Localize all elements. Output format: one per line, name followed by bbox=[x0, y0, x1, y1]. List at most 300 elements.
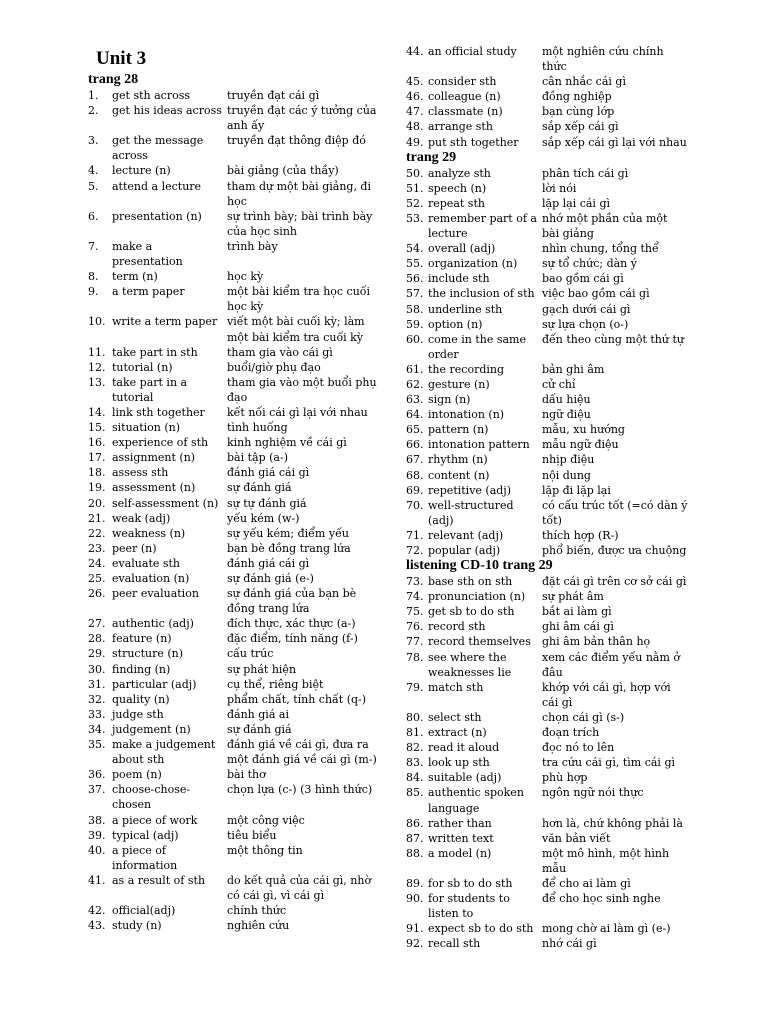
item-number: 36. bbox=[88, 768, 106, 782]
list-item bbox=[88, 813, 378, 828]
english-term: relevant (adj) bbox=[428, 528, 504, 542]
vietnamese-meaning: lời nói bbox=[542, 181, 577, 195]
vietnamese-meaning: sắp xếp cái gì lại với nhau bbox=[542, 135, 687, 149]
english-term: finding (n) bbox=[112, 662, 171, 676]
item-number: 78. bbox=[406, 650, 424, 664]
item-number: 38. bbox=[88, 813, 106, 827]
list-item bbox=[406, 740, 688, 755]
vietnamese-meaning: sự tự đánh giá bbox=[227, 496, 307, 510]
list-item bbox=[406, 755, 688, 770]
list-item bbox=[406, 634, 688, 649]
vietnamese-meaning: học kỳ bbox=[227, 270, 264, 284]
list-item bbox=[406, 89, 688, 104]
item-number: 45. bbox=[406, 75, 424, 89]
vietnamese-meaning: viết một bài cuối kỳ; làm một bài kiểm tra cuối kỳ bbox=[227, 315, 365, 344]
list-item bbox=[406, 377, 688, 392]
item-number: 73. bbox=[406, 575, 424, 589]
item-number: 82. bbox=[406, 741, 424, 755]
list-item bbox=[406, 816, 688, 831]
item-number: 86. bbox=[406, 816, 424, 830]
english-term: a piece of information bbox=[112, 843, 178, 872]
item-number: 48. bbox=[406, 120, 424, 134]
list-item bbox=[406, 135, 688, 150]
english-term: rather than bbox=[428, 816, 492, 830]
vocab-list-trang-28-cont bbox=[406, 44, 688, 150]
english-term: sign (n) bbox=[428, 393, 471, 407]
english-term: lecture (n) bbox=[112, 164, 171, 178]
vietnamese-meaning: ghi âm cái gì bbox=[542, 620, 614, 634]
item-number: 35. bbox=[88, 738, 106, 752]
english-term: overall (adj) bbox=[428, 242, 496, 256]
vietnamese-meaning: sự yếu kém; điểm yếu bbox=[227, 526, 349, 540]
list-item bbox=[88, 616, 378, 631]
list-item bbox=[406, 44, 688, 74]
english-term: for sb to do sth bbox=[428, 876, 513, 890]
item-number: 29. bbox=[88, 647, 106, 661]
english-term: look up sth bbox=[428, 756, 490, 770]
vietnamese-meaning: tình huống bbox=[227, 421, 288, 435]
vietnamese-meaning: một công việc bbox=[227, 813, 305, 827]
list-item bbox=[406, 74, 688, 89]
english-term: evaluate sth bbox=[112, 556, 181, 570]
english-term: organization (n) bbox=[428, 257, 518, 271]
list-item bbox=[406, 422, 688, 437]
right-column bbox=[406, 44, 688, 951]
list-item bbox=[88, 496, 378, 511]
vietnamese-meaning: sự đánh giá của bạn bè đồng trang lứa bbox=[227, 587, 357, 616]
vietnamese-meaning: ngôn ngữ nói thực bbox=[542, 786, 644, 800]
english-term: judge sth bbox=[112, 707, 164, 721]
vietnamese-meaning: tham gia vào một buổi phụ đạo bbox=[227, 375, 377, 404]
list-item bbox=[88, 722, 378, 737]
list-item bbox=[88, 314, 378, 344]
item-number: 49. bbox=[406, 135, 424, 149]
item-number: 90. bbox=[406, 892, 424, 906]
vietnamese-meaning: bản ghi âm bbox=[542, 362, 605, 376]
english-term: include sth bbox=[428, 272, 490, 286]
item-number: 26. bbox=[88, 587, 106, 601]
item-number: 55. bbox=[406, 257, 424, 271]
english-term: get sth across bbox=[112, 89, 191, 102]
vietnamese-meaning: đến theo cùng một thứ tự bbox=[542, 332, 684, 346]
item-number: 34. bbox=[88, 722, 106, 736]
english-term: option (n) bbox=[428, 317, 483, 331]
list-item bbox=[406, 196, 688, 211]
list-item bbox=[88, 631, 378, 646]
item-number: 60. bbox=[406, 332, 424, 346]
vietnamese-meaning: văn bản viết bbox=[542, 831, 611, 845]
vietnamese-meaning: phân tích cái gì bbox=[542, 166, 629, 180]
english-term: get his ideas across bbox=[112, 104, 222, 118]
vietnamese-meaning: chọn lựa (c-) (3 hình thức) bbox=[227, 783, 373, 797]
item-number: 4. bbox=[88, 164, 99, 178]
vietnamese-meaning: sự phát hiện bbox=[227, 662, 297, 676]
vietnamese-meaning: sắp xếp cái gì bbox=[542, 120, 619, 134]
english-term: classmate (n) bbox=[428, 105, 503, 119]
list-item bbox=[406, 392, 688, 407]
vietnamese-meaning: sự tổ chức; dàn ý bbox=[542, 257, 637, 271]
list-item bbox=[88, 526, 378, 541]
vietnamese-meaning: chọn cái gì (s-) bbox=[542, 710, 625, 724]
section-heading-listening: listening CD-10 trang 29 bbox=[406, 558, 553, 574]
vietnamese-meaning: bài tập (a-) bbox=[227, 451, 288, 465]
vietnamese-meaning: tham dự một bài giảng, đi học bbox=[227, 179, 371, 208]
vietnamese-meaning: tra cứu cái gì, tìm cái gì bbox=[542, 756, 676, 770]
english-term: content (n) bbox=[428, 468, 490, 482]
item-number: 84. bbox=[406, 771, 424, 785]
item-number: 51. bbox=[406, 181, 424, 195]
english-term: written text bbox=[428, 831, 494, 845]
item-number: 57. bbox=[406, 287, 424, 301]
english-term: repetitive (adj) bbox=[428, 483, 512, 497]
vietnamese-meaning: ghi âm bản thân họ bbox=[542, 635, 651, 649]
item-number: 11. bbox=[88, 345, 106, 359]
vietnamese-meaning: bắt ai làm gì bbox=[542, 605, 612, 619]
item-number: 58. bbox=[406, 302, 424, 316]
english-term: expect sb to do sth bbox=[428, 922, 534, 936]
vietnamese-meaning: mong chờ ai làm gì (e-) bbox=[542, 922, 671, 936]
list-item bbox=[406, 437, 688, 452]
item-number: 27. bbox=[88, 617, 106, 631]
list-item bbox=[88, 692, 378, 707]
item-number: 10. bbox=[88, 315, 106, 329]
english-term: term (n) bbox=[112, 270, 158, 284]
item-number: 39. bbox=[88, 828, 106, 842]
item-number: 46. bbox=[406, 90, 424, 104]
list-item bbox=[88, 843, 378, 873]
english-term: extract (n) bbox=[428, 726, 487, 740]
list-item bbox=[88, 450, 378, 465]
item-number: 66. bbox=[406, 438, 424, 452]
vietnamese-meaning: cụ thể, riêng biệt bbox=[227, 677, 324, 691]
list-item bbox=[88, 360, 378, 375]
vietnamese-meaning: chính thức bbox=[227, 904, 287, 918]
item-number: 77. bbox=[406, 635, 424, 649]
section-heading-trang-28: trang 28 bbox=[88, 72, 139, 87]
english-term: for students to listen to bbox=[428, 892, 510, 921]
item-number: 15. bbox=[88, 421, 106, 435]
list-item bbox=[88, 511, 378, 526]
english-term: the inclusion of sth bbox=[428, 287, 535, 301]
list-item bbox=[406, 619, 688, 634]
list-item bbox=[406, 785, 688, 815]
vietnamese-meaning: truyền đạt các ý tưởng của anh ấy bbox=[227, 104, 377, 133]
item-number: 19. bbox=[88, 481, 106, 495]
vietnamese-meaning: sự phát âm bbox=[542, 590, 604, 604]
item-number: 2. bbox=[88, 104, 99, 118]
list-item bbox=[406, 710, 688, 725]
english-term: choose-chose-chosen bbox=[112, 783, 191, 812]
item-number: 53. bbox=[406, 211, 424, 225]
list-item bbox=[88, 662, 378, 677]
english-term: write a term paper bbox=[112, 315, 218, 329]
vietnamese-meaning: mẫu ngữ điệu bbox=[542, 438, 619, 452]
english-term: intonation (n) bbox=[428, 408, 505, 422]
vietnamese-meaning: nhịp điệu bbox=[542, 453, 595, 467]
english-term: link sth together bbox=[112, 405, 205, 419]
item-number: 41. bbox=[88, 873, 106, 887]
vietnamese-meaning: đánh giá cái gì bbox=[227, 466, 310, 480]
english-term: underline sth bbox=[428, 302, 503, 316]
item-number: 76. bbox=[406, 620, 424, 634]
item-number: 69. bbox=[406, 483, 424, 497]
item-number: 87. bbox=[406, 831, 424, 845]
list-item bbox=[88, 737, 378, 767]
vietnamese-meaning: bao gồm cái gì bbox=[542, 272, 624, 286]
item-number: 12. bbox=[88, 360, 106, 374]
item-number: 7. bbox=[88, 239, 99, 253]
list-item bbox=[88, 420, 378, 435]
english-term: get sb to do sth bbox=[428, 605, 515, 619]
list-item bbox=[406, 241, 688, 256]
list-item bbox=[88, 918, 378, 933]
item-number: 65. bbox=[406, 423, 424, 437]
vietnamese-meaning: cân nhắc cái gì bbox=[542, 75, 626, 89]
english-term: peer (n) bbox=[112, 541, 157, 555]
item-number: 64. bbox=[406, 408, 424, 422]
vietnamese-meaning: đặt cái gì trên cơ sở cái gì bbox=[542, 575, 687, 589]
vietnamese-meaning: sự lựa chọn (o-) bbox=[542, 317, 629, 331]
english-term: come in the same order bbox=[428, 332, 526, 361]
item-number: 56. bbox=[406, 272, 424, 286]
list-item bbox=[406, 574, 688, 589]
vietnamese-meaning: nhìn chung, tổng thể bbox=[542, 242, 659, 256]
english-term: weakness (n) bbox=[112, 526, 186, 540]
english-term: match sth bbox=[428, 680, 484, 694]
list-item bbox=[88, 677, 378, 692]
english-term: an official study bbox=[428, 45, 517, 58]
vocab-list-trang-28 bbox=[88, 88, 378, 933]
vietnamese-meaning: một bài kiểm tra học cuối học kỳ bbox=[227, 285, 371, 314]
list-item bbox=[406, 680, 688, 710]
english-term: remember part of a lecture bbox=[428, 211, 537, 241]
list-item bbox=[88, 646, 378, 661]
vietnamese-meaning: đọc nó to lên bbox=[542, 741, 615, 755]
english-term: poem (n) bbox=[112, 768, 162, 782]
item-number: 31. bbox=[88, 677, 106, 691]
list-item bbox=[406, 302, 688, 317]
item-number: 32. bbox=[88, 692, 106, 706]
item-number: 79. bbox=[406, 680, 424, 694]
english-term: a piece of work bbox=[112, 813, 198, 827]
item-number: 61. bbox=[406, 362, 424, 376]
list-item bbox=[88, 571, 378, 586]
english-term: make a presentation bbox=[112, 239, 183, 269]
english-term: well-structured (adj) bbox=[428, 498, 514, 527]
list-item bbox=[88, 782, 378, 812]
english-term: judgement (n) bbox=[112, 722, 191, 736]
vietnamese-meaning: mẫu, xu hướng bbox=[542, 423, 625, 437]
english-term: repeat sth bbox=[428, 196, 485, 210]
english-term: read it aloud bbox=[428, 741, 500, 755]
english-term: base sth on sth bbox=[428, 575, 513, 589]
item-number: 72. bbox=[406, 544, 424, 557]
item-number: 50. bbox=[406, 166, 424, 180]
english-term: authentic (adj) bbox=[112, 617, 194, 631]
vietnamese-meaning: hơn là, chứ không phải là bbox=[542, 816, 683, 830]
vietnamese-meaning: phẩm chất, tính chất (q-) bbox=[227, 692, 367, 706]
list-item bbox=[88, 435, 378, 450]
vietnamese-meaning: một thông tin bbox=[227, 843, 303, 857]
vietnamese-meaning: một nghiên cứu chính thức bbox=[542, 45, 664, 74]
vietnamese-meaning: sự đánh giá bbox=[227, 722, 292, 736]
list-item bbox=[88, 707, 378, 722]
list-item bbox=[88, 480, 378, 495]
vietnamese-meaning: dấu hiệu bbox=[542, 393, 591, 407]
list-item bbox=[88, 375, 378, 405]
item-number: 30. bbox=[88, 662, 106, 676]
list-item bbox=[88, 209, 378, 239]
item-number: 63. bbox=[406, 393, 424, 407]
unit-title: Unit 3 bbox=[96, 48, 147, 69]
english-term: structure (n) bbox=[112, 647, 184, 661]
english-term: gesture (n) bbox=[428, 377, 490, 391]
item-number: 42. bbox=[88, 904, 106, 918]
list-item bbox=[406, 211, 688, 241]
item-number: 9. bbox=[88, 285, 99, 299]
english-term: particular (adj) bbox=[112, 677, 197, 691]
item-number: 80. bbox=[406, 710, 424, 724]
english-term: a term paper bbox=[112, 285, 185, 299]
list-item bbox=[88, 556, 378, 571]
vietnamese-meaning: cử chỉ bbox=[542, 377, 576, 391]
list-item bbox=[88, 239, 378, 269]
list-item bbox=[406, 362, 688, 377]
list-item bbox=[88, 586, 378, 616]
item-number: 25. bbox=[88, 572, 106, 585]
list-item bbox=[88, 284, 378, 314]
english-term: feature (n) bbox=[112, 632, 172, 646]
vietnamese-meaning: phổ biến, được ưa chuộng bbox=[542, 544, 687, 557]
item-number: 16. bbox=[88, 436, 106, 450]
english-term: as a result of sth bbox=[112, 873, 206, 887]
list-item bbox=[406, 119, 688, 134]
vietnamese-meaning: lặp đi lặp lại bbox=[542, 483, 611, 497]
vietnamese-meaning: để cho học sinh nghe bbox=[542, 892, 661, 906]
english-term: tutorial (n) bbox=[112, 360, 173, 374]
item-number: 52. bbox=[406, 196, 424, 210]
vietnamese-meaning: bạn bè đồng trang lứa bbox=[227, 541, 351, 555]
item-number: 59. bbox=[406, 317, 424, 331]
list-item bbox=[88, 405, 378, 420]
english-term: put sth together bbox=[428, 135, 519, 149]
list-item bbox=[406, 181, 688, 196]
item-number: 44. bbox=[406, 45, 424, 58]
vietnamese-meaning: ngữ điệu bbox=[542, 408, 591, 422]
item-number: 28. bbox=[88, 632, 106, 646]
vietnamese-meaning: có cấu trúc tốt (=có dàn ý tốt) bbox=[542, 498, 688, 527]
list-item bbox=[406, 104, 688, 119]
item-number: 22. bbox=[88, 526, 106, 540]
vietnamese-meaning: đồng nghiệp bbox=[542, 90, 612, 104]
left-column bbox=[88, 44, 378, 933]
vietnamese-meaning: sự đánh giá bbox=[227, 481, 292, 495]
item-number: 62. bbox=[406, 377, 424, 391]
english-term: intonation pattern bbox=[428, 438, 530, 452]
list-item bbox=[406, 650, 688, 680]
vietnamese-meaning: tiêu biểu bbox=[227, 828, 277, 842]
list-item bbox=[406, 891, 688, 921]
english-term: weak (adj) bbox=[112, 511, 171, 525]
list-item bbox=[406, 846, 688, 876]
vietnamese-meaning: đánh giá ai bbox=[227, 707, 289, 721]
item-number: 13. bbox=[88, 375, 106, 389]
vocab-list-trang-29 bbox=[406, 166, 688, 558]
list-item bbox=[88, 179, 378, 209]
vietnamese-meaning: phù hợp bbox=[542, 771, 588, 785]
list-item bbox=[88, 163, 378, 178]
vietnamese-meaning: nghiên cứu bbox=[227, 919, 290, 933]
list-item bbox=[88, 269, 378, 284]
item-number: 1. bbox=[88, 89, 99, 102]
english-term: get the message across bbox=[112, 134, 204, 163]
list-item bbox=[406, 498, 688, 528]
list-item bbox=[406, 770, 688, 785]
list-item bbox=[406, 271, 688, 286]
list-item bbox=[406, 286, 688, 301]
list-item bbox=[406, 725, 688, 740]
vietnamese-meaning: đích thực, xác thực (a-) bbox=[227, 617, 356, 631]
english-term: record sth bbox=[428, 620, 486, 634]
item-number: 21. bbox=[88, 511, 106, 525]
list-item bbox=[406, 604, 688, 619]
list-item bbox=[88, 828, 378, 843]
english-term: rhythm (n) bbox=[428, 453, 488, 467]
item-number: 75. bbox=[406, 605, 424, 619]
item-number: 14. bbox=[88, 405, 106, 419]
english-term: assess sth bbox=[112, 466, 169, 480]
section-heading-trang-29: trang 29 bbox=[406, 149, 457, 165]
english-term: consider sth bbox=[428, 75, 497, 89]
item-number: 33. bbox=[88, 707, 106, 721]
list-item bbox=[406, 831, 688, 846]
english-term: pattern (n) bbox=[428, 423, 489, 437]
vietnamese-meaning: yếu kém (w-) bbox=[227, 511, 300, 525]
item-number: 70. bbox=[406, 498, 424, 512]
vietnamese-meaning: truyền đạt cái gì bbox=[227, 89, 320, 102]
list-item bbox=[406, 317, 688, 332]
english-term: popular (adj) bbox=[428, 544, 501, 557]
english-term: presentation (n) bbox=[112, 209, 202, 223]
list-item bbox=[406, 483, 688, 498]
item-number: 17. bbox=[88, 451, 106, 465]
item-number: 47. bbox=[406, 105, 424, 119]
list-item bbox=[406, 589, 688, 604]
vietnamese-meaning: trình bày bbox=[227, 239, 278, 253]
vietnamese-meaning: thích hợp (R-) bbox=[542, 528, 619, 542]
english-term: suitable (adj) bbox=[428, 771, 502, 785]
item-number: 92. bbox=[406, 937, 424, 951]
vietnamese-meaning: nhớ cái gì bbox=[542, 937, 597, 951]
item-number: 85. bbox=[406, 786, 424, 800]
list-item bbox=[88, 873, 378, 903]
item-number: 20. bbox=[88, 496, 106, 510]
list-item bbox=[406, 407, 688, 422]
vietnamese-meaning: gạch dưới cái gì bbox=[542, 302, 631, 316]
english-term: a model (n) bbox=[428, 846, 492, 860]
list-item bbox=[88, 767, 378, 782]
vietnamese-meaning: truyền đạt thông điệp đó bbox=[227, 134, 366, 148]
item-number: 74. bbox=[406, 590, 424, 604]
list-item bbox=[88, 903, 378, 918]
english-term: take part in a tutorial bbox=[112, 375, 188, 404]
item-number: 24. bbox=[88, 556, 106, 570]
list-item bbox=[88, 88, 378, 103]
vietnamese-meaning: kết nối cái gì lại với nhau bbox=[227, 405, 368, 419]
english-term: speech (n) bbox=[428, 181, 487, 195]
list-item bbox=[406, 876, 688, 891]
english-term: typical (adj) bbox=[112, 828, 179, 842]
